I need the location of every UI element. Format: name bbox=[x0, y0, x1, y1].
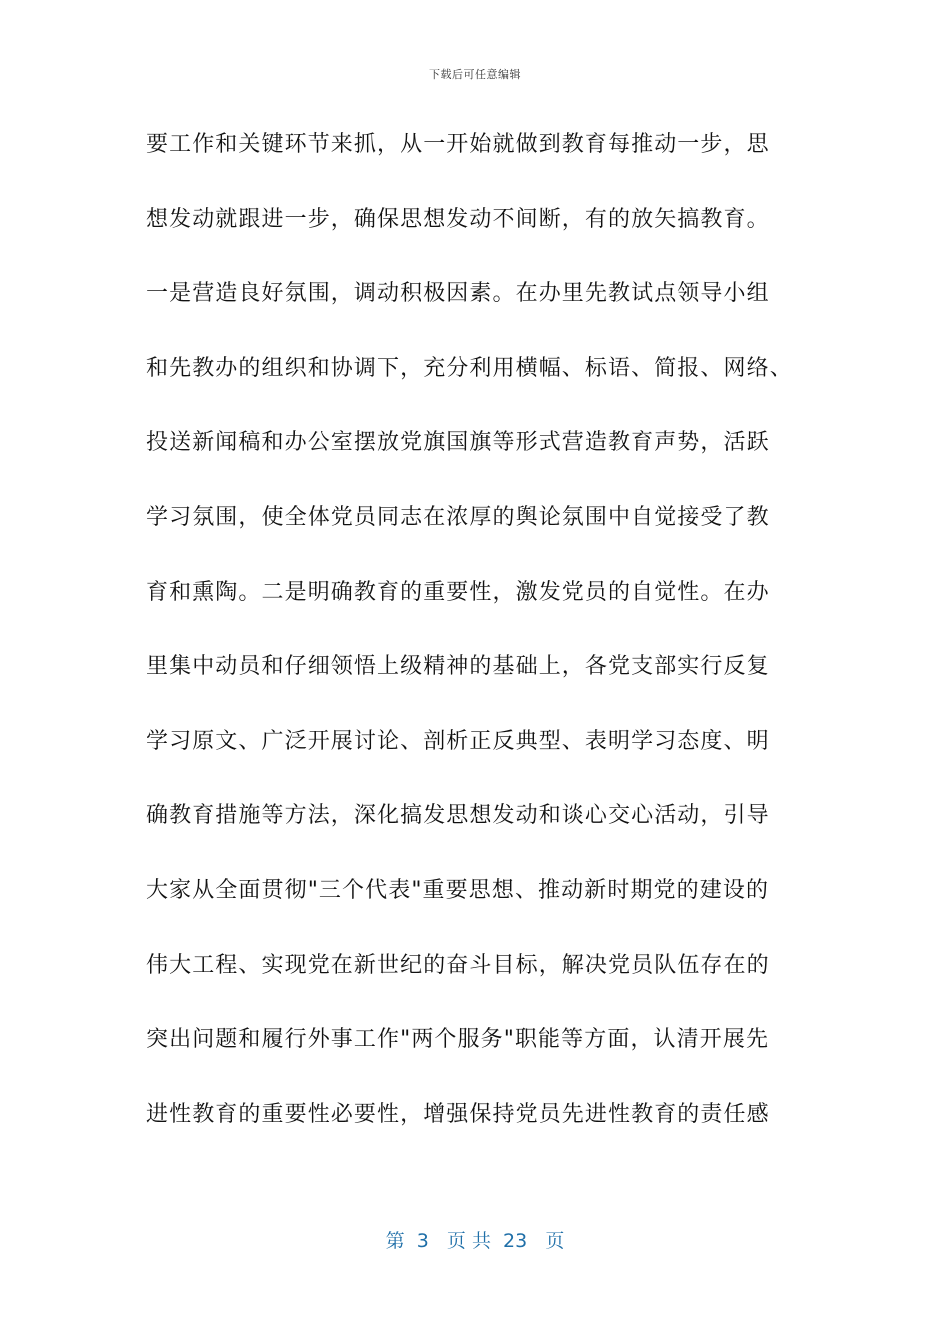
text-line: 大家从全面贯彻"三个代表"重要思想、推动新时期党的建设的 bbox=[146, 877, 770, 903]
document-body bbox=[146, 128, 826, 1172]
text-line: 投送新闻稿和办公室摆放党旗国旗等形式营造教育声势，活跃 bbox=[146, 430, 770, 456]
text-line: 育和熏陶。二是明确教育的重要性，激发党员的自觉性。在办 bbox=[146, 579, 770, 605]
text-line: 和先教办的组织和协调下，充分利用横幅、标语、简报、网络、 bbox=[146, 355, 793, 381]
text-line: 要工作和关键环节来抓，从一开始就做到教育每推动一步，思 bbox=[146, 132, 770, 157]
text-line: 学习原文、广泛开展讨论、剖析正反典型、表明学习态度、明 bbox=[146, 728, 770, 754]
text-line: 突出问题和履行外事工作"两个服务"职能等方面，认清开展先 bbox=[146, 1027, 770, 1053]
page-number-footer: 第 3 页 共 23 页 bbox=[385, 1230, 565, 1252]
text-line: 进性教育的重要性必要性，增强保持党员先进性教育的责任感 bbox=[146, 1101, 770, 1127]
text-line: 伟大工程、实现党在新世纪的奋斗目标，解决党员队伍存在的 bbox=[146, 952, 770, 978]
header-note: 下载后可任意编辑 bbox=[429, 68, 521, 81]
text-line: 一是营造良好氛围，调动积极因素。在办里先教试点领导小组 bbox=[146, 281, 770, 307]
text-line: 想发动就跟进一步，确保思想发动不间断，有的放矢搞教育。 bbox=[146, 206, 770, 232]
text-line: 里集中动员和仔细领悟上级精神的基础上，各党支部实行反复 bbox=[146, 654, 770, 680]
text-line: 确教育措施等方法，深化搞发思想发动和谈心交心活动，引导 bbox=[146, 803, 770, 829]
text-line: 学习氛围，使全体党员同志在浓厚的舆论氛围中自觉接受了教 bbox=[146, 504, 770, 530]
